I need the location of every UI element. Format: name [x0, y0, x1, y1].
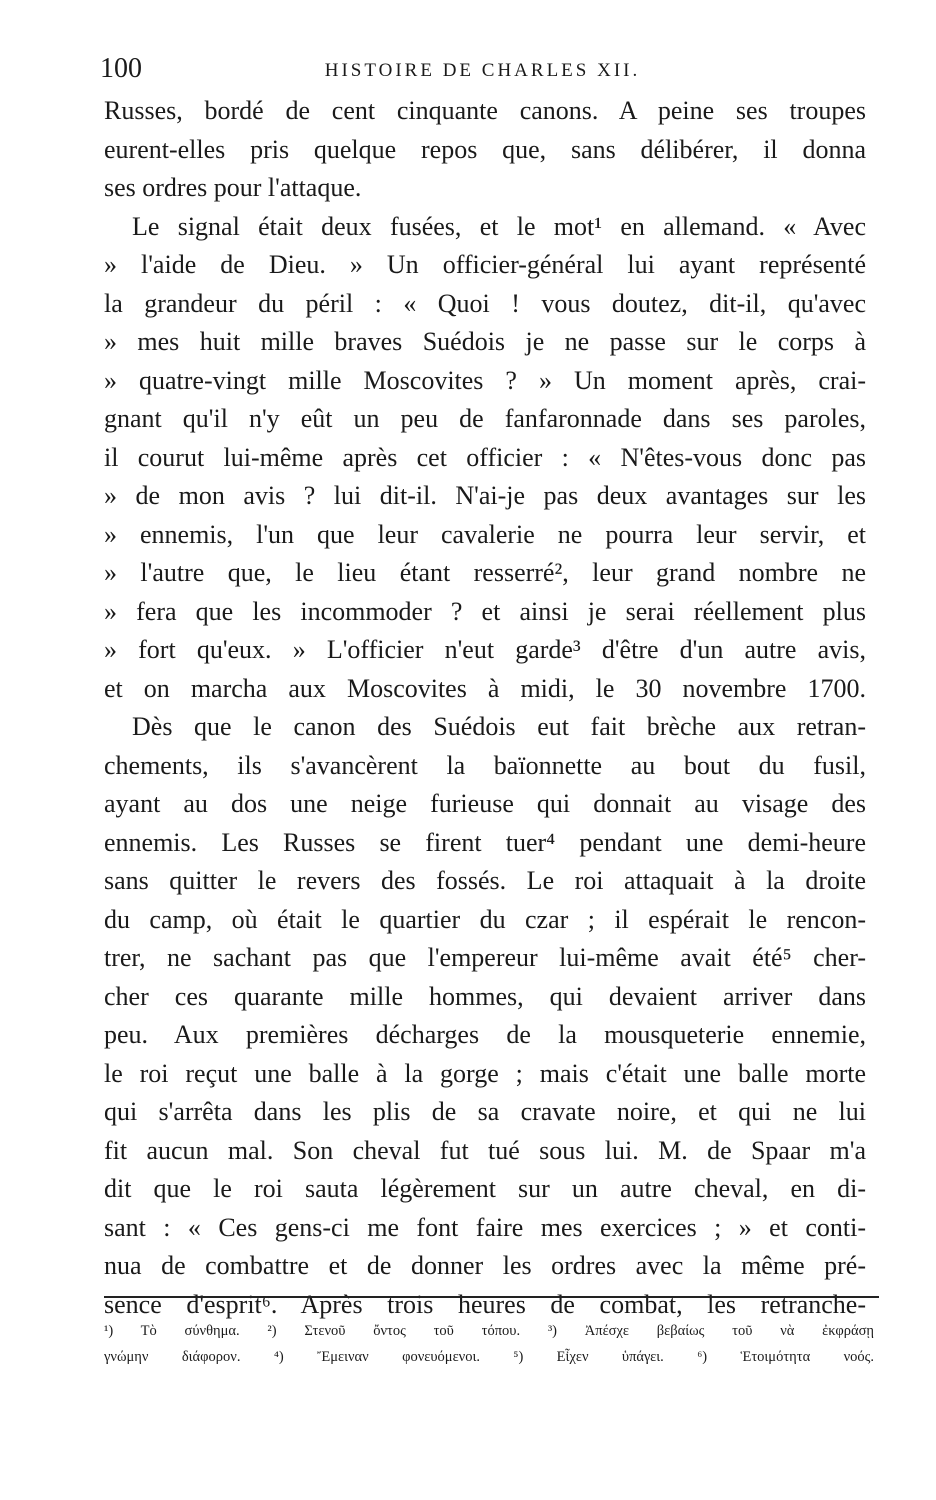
text-line: gnant qu'il n'y eût un peu de fanfaronnade dans ses paroles,	[104, 404, 866, 433]
page-header	[100, 52, 865, 86]
text-line: et on marcha aux Moscovites à midi, le 30 novembre 1700.	[104, 673, 866, 703]
text-line: nua de combattre et de donner les ordres avec la même pré-	[104, 1251, 866, 1280]
text-line: Le signal était deux fusées, et le mot¹ en allemand. « Avec	[132, 211, 866, 241]
text-line: fit aucun mal. Son cheval fut tué sous lui. M. de Spaar m'a	[104, 1135, 866, 1165]
page-number: 100	[100, 53, 142, 84]
text-line: dit que le roi sauta légèrement sur un autre cheval, en di-	[104, 1174, 866, 1203]
text-line: sence d'esprit⁶. Après trois heures de combat, les retranche-	[104, 1289, 866, 1319]
text-line: Russes, bordé de cent cinquante canons. A peine ses troupes	[104, 96, 866, 125]
text-line: qui s'arrêta dans les plis de sa cravate noire, et qui ne lui	[104, 1097, 866, 1126]
text-line: » quatre-vingt mille Moscovites ? » Un moment après, crai-	[104, 365, 866, 395]
text-line: » l'autre que, le lieu étant resserré², leur grand nombre ne	[104, 558, 866, 587]
footnotes	[104, 1318, 874, 1370]
footnote-divider	[104, 1296, 879, 1298]
text-line: » mes huit mille braves Suédois je ne passe sur le corps à	[104, 327, 866, 356]
text-line: » fort qu'eux. » L'officier n'eut garde³ d'être d'un autre avis,	[104, 635, 866, 664]
text-line: eurent-elles pris quelque repos que, sans délibérer, il donna	[104, 134, 866, 164]
text-line: sans quitter le revers des fossés. Le roi attaquait à la droite	[104, 866, 866, 895]
text-line: ayant au dos une neige furieuse qui donnait au visage des	[104, 789, 866, 818]
text-line: sant : « Ces gens-ci me font faire mes exercices ; » et conti-	[104, 1212, 866, 1242]
body-text	[104, 92, 866, 1324]
text-line: chements, ils s'avancèrent la baïonnette au bout du fusil,	[104, 750, 866, 780]
text-line: » l'aide de Dieu. » Un officier-général lui ayant représenté	[104, 250, 866, 279]
text-line: ses ordres pour l'attaque.	[104, 173, 362, 202]
running-title: HISTOIRE DE CHARLES XII.	[324, 60, 641, 81]
text-line: il courut lui-même après cet officier : « N'êtes-vous donc pas	[104, 442, 866, 472]
text-line: » fera que les incommoder ? et ainsi je serai réellement plus	[104, 596, 866, 626]
text-line: la grandeur du péril : « Quoi ! vous doutez, dit-il, qu'avec	[104, 288, 866, 318]
text-line: cher ces quarante mille hommes, qui devaient arriver dans	[104, 981, 866, 1011]
text-line: peu. Aux premières décharges de la mousqueterie ennemie,	[104, 1020, 866, 1049]
text-line: » ennemis, l'un que leur cavalerie ne pourra leur servir, et	[104, 519, 866, 549]
text-line: Dès que le canon des Suédois eut fait brèche aux retran-	[132, 712, 866, 741]
footnote-line: ¹) Τὸ σύνθημα. ²) Στενοῦ ὄντος τοῦ τόπου. ³) Ἀπέσχε βεβαίως τοῦ νὰ ἐκφράσῃ	[104, 1323, 874, 1339]
footnote-line: γνώμην διάφορον. ⁴) Ἔμειναν φονευόμενοι. ⁵) Εἶχεν ὑπάγει. ⁶) Ἑτοιμότητα νοός.	[104, 1349, 874, 1365]
text-line: le roi reçut une balle à la gorge ; mais c'était une balle morte	[104, 1058, 866, 1088]
text-line: trer, ne sachant pas que l'empereur lui-même avait été⁵ cher-	[104, 943, 866, 972]
text-line: » de mon avis ? lui dit-il. N'ai-je pas deux avantages sur les	[104, 481, 866, 510]
text-line: du camp, où était le quartier du czar ; il espérait le rencon-	[104, 904, 866, 934]
text-line: ennemis. Les Russes se firent tuer⁴ pendant une demi-heure	[104, 827, 866, 857]
